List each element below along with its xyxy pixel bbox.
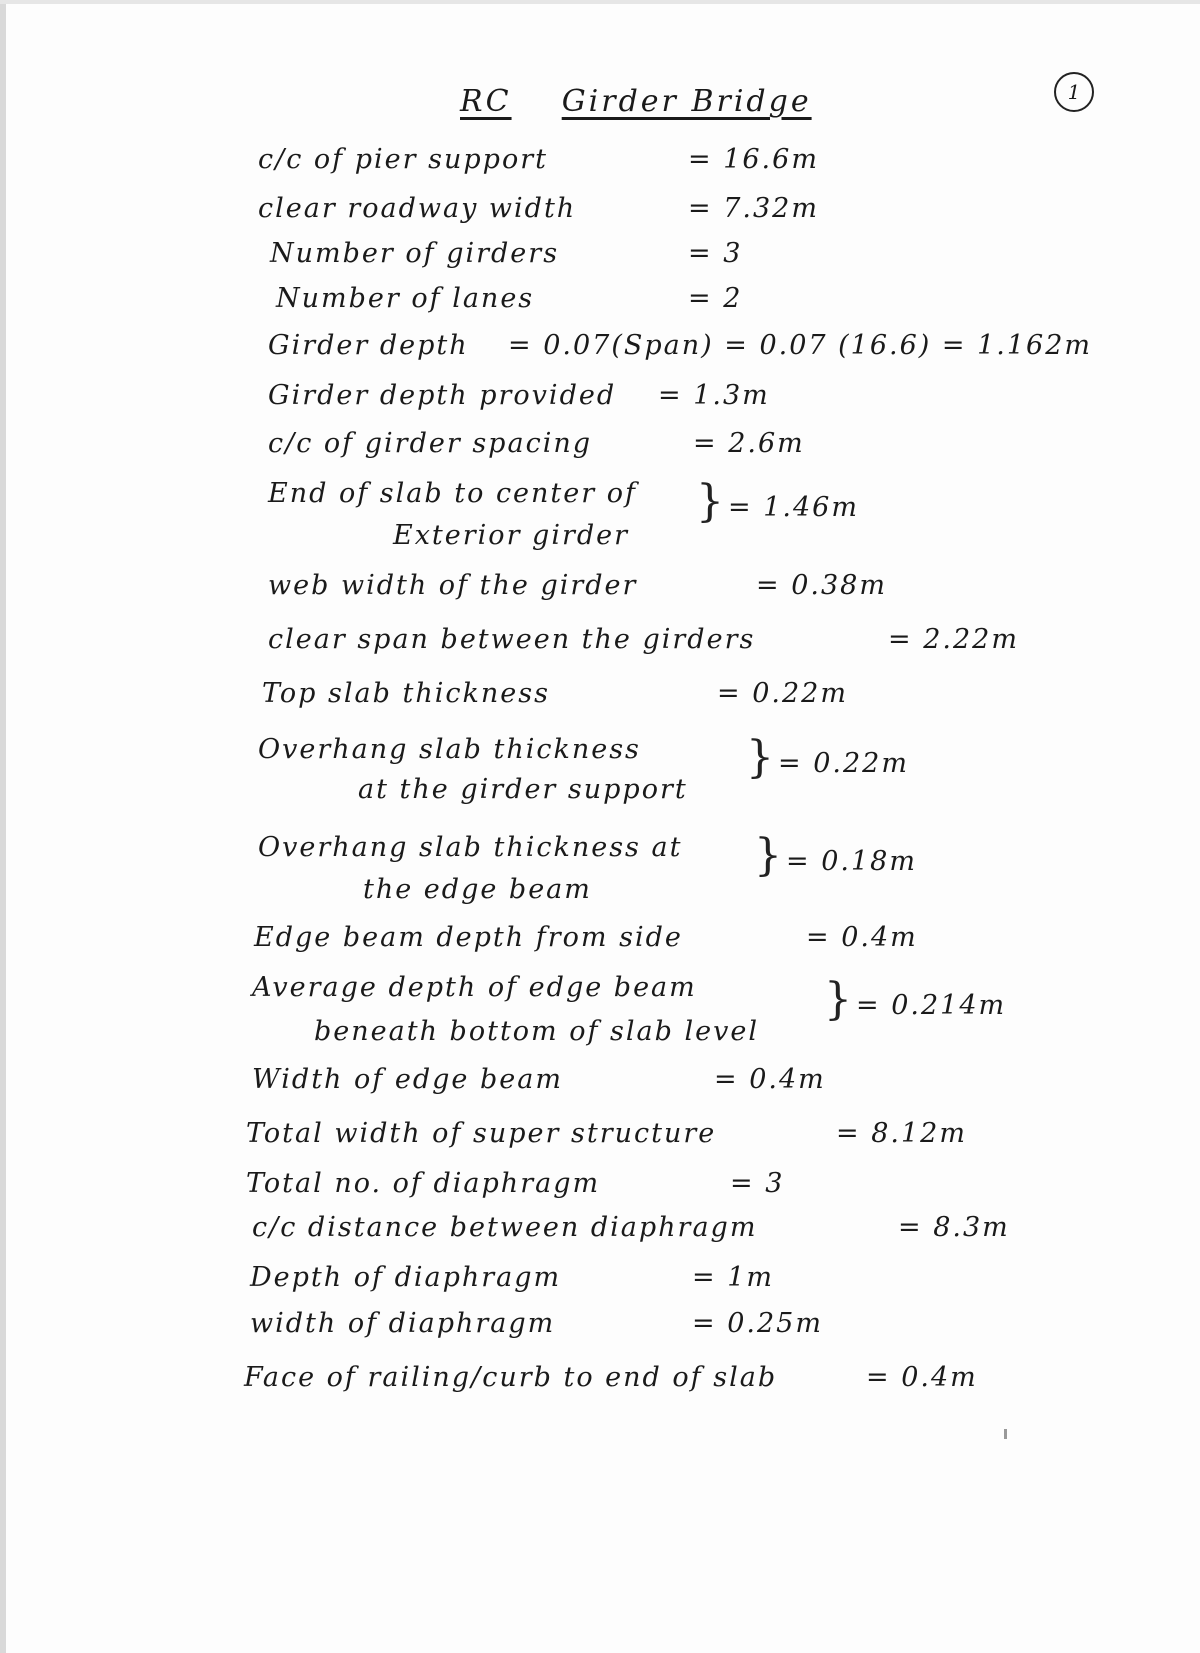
spec-label: Girder depth	[268, 330, 469, 361]
spec-label: Edge beam depth from side	[254, 922, 683, 953]
spec-label: Overhang slab thickness at	[258, 832, 683, 863]
curly-brace-icon: }	[746, 732, 776, 783]
spec-value: = 1.46m	[728, 492, 859, 523]
spec-label: clear span between the girders	[268, 624, 756, 655]
spec-label: c/c distance between diaphragm	[252, 1212, 758, 1243]
spec-label: Average depth of edge beam	[252, 972, 697, 1003]
spec-label: web width of the girder	[268, 570, 638, 601]
spec-value: = 0.4m	[806, 922, 918, 953]
spec-value: = 0.22m	[717, 678, 848, 709]
page-number-circle	[1054, 72, 1094, 112]
spec-value: = 2.6m	[693, 428, 805, 459]
curly-brace-icon: }	[696, 476, 726, 527]
spec-label: Total width of super structure	[246, 1118, 717, 1149]
spec-label: clear roadway width	[258, 193, 577, 224]
spec-label: Girder depth provided	[268, 380, 617, 411]
spec-label-line-2: the edge beam	[363, 874, 592, 905]
spec-value: = 0.25m	[692, 1308, 823, 1339]
spec-label-line-2: at the girder support	[358, 774, 688, 805]
page-edge-shadow	[0, 0, 6, 1653]
spec-value: = 2.22m	[888, 624, 1019, 655]
spec-label: Overhang slab thickness	[258, 734, 641, 765]
spec-value: = 8.3m	[898, 1212, 1010, 1243]
spec-value: = 0.4m	[714, 1064, 826, 1095]
spec-value: = 0.18m	[786, 846, 917, 877]
spec-value: = 0.38m	[756, 570, 887, 601]
spec-label: End of slab to center of	[268, 478, 637, 509]
spec-label: Face of railing/curb to end of slab	[244, 1362, 778, 1393]
spec-value: = 1.3m	[658, 380, 770, 411]
spec-label: Width of edge beam	[252, 1064, 563, 1095]
title-part-2: Girder Bridge	[561, 84, 812, 119]
page-top-edge	[0, 0, 1200, 4]
spec-value: = 2	[688, 283, 743, 314]
spec-label-line-2: beneath bottom of slab level	[314, 1016, 759, 1047]
spec-value: = 16.6m	[688, 144, 819, 175]
spec-label: Number of lanes	[276, 283, 535, 314]
spec-label: Top slab thickness	[262, 678, 550, 709]
spec-value: = 1m	[692, 1262, 774, 1293]
stray-pen-mark	[1004, 1429, 1007, 1439]
curly-brace-icon: }	[754, 830, 784, 881]
spec-value: = 0.07(Span) = 0.07 (16.6) = 1.162m	[508, 330, 1093, 361]
spec-value: = 0.214m	[856, 990, 1007, 1021]
page-title	[460, 84, 812, 119]
spec-value: = 7.32m	[688, 193, 819, 224]
spec-label-line-2: Exterior girder	[393, 520, 630, 551]
spec-label: c/c of girder spacing	[268, 428, 592, 459]
title-part-1: RC	[460, 84, 512, 119]
spec-value: = 3	[730, 1168, 785, 1199]
spec-label: Total no. of diaphragm	[246, 1168, 601, 1199]
spec-value: = 8.12m	[836, 1118, 967, 1149]
spec-value: = 0.4m	[866, 1362, 978, 1393]
page-number: 1	[1067, 80, 1081, 104]
spec-label: width of diaphragm	[250, 1308, 556, 1339]
spec-label: c/c of pier support	[258, 144, 548, 175]
spec-label: Number of girders	[270, 238, 560, 269]
spec-value: = 0.22m	[778, 748, 909, 779]
spec-label: Depth of diaphragm	[250, 1262, 562, 1293]
curly-brace-icon: }	[824, 974, 854, 1025]
spec-value: = 3	[688, 238, 743, 269]
